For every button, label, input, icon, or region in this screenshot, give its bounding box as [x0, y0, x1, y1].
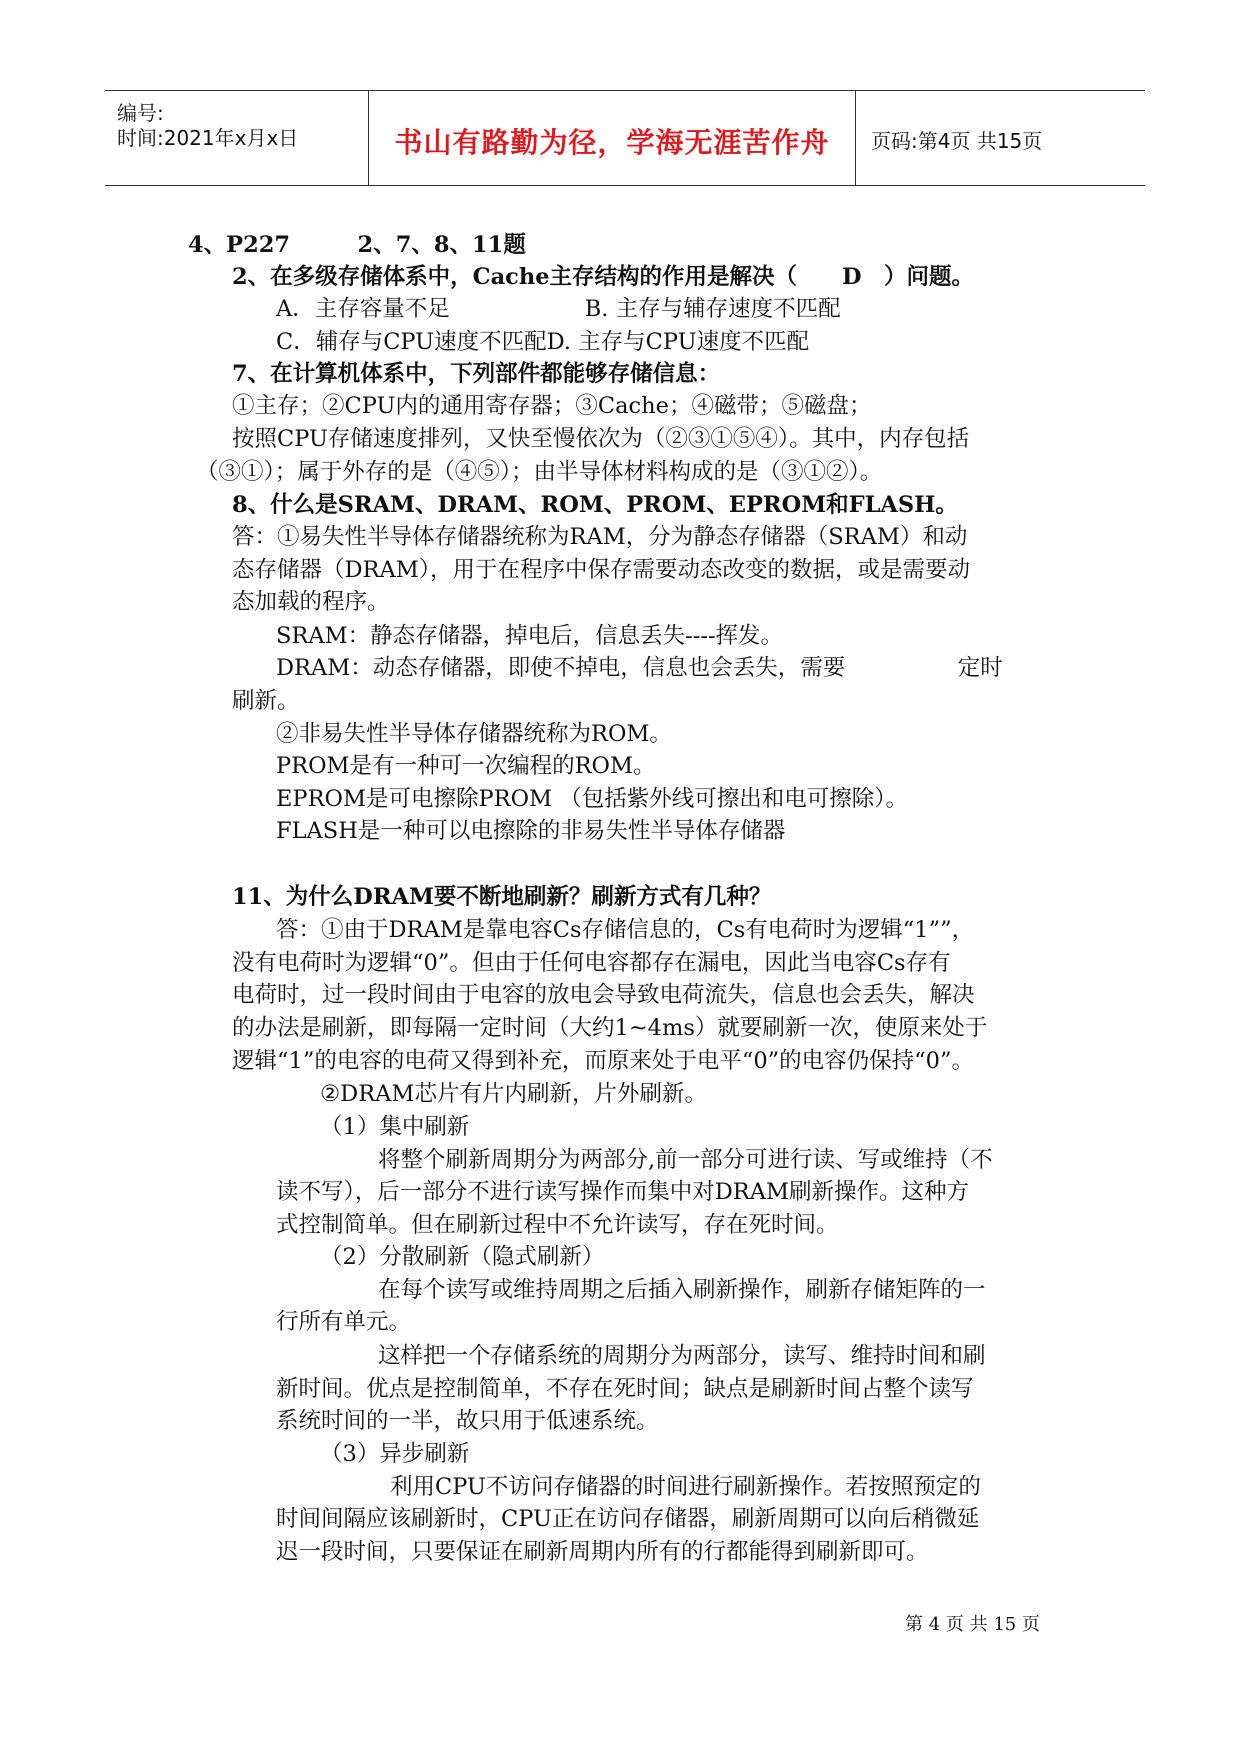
body-line: （1）集中刷新 — [320, 1114, 470, 1140]
header-left-cell — [105, 91, 368, 185]
body-line: 按照CPU存储速度排列，又快至慢依次为（②③①⑤④）。其中，内存包括 — [232, 426, 970, 452]
body-line: （3）异步刷新 — [320, 1441, 470, 1467]
body-line: ①主存；②CPU内的通用寄存器；③Cache；④磁带；⑤磁盘； — [232, 393, 872, 419]
body-line: PROM是有一种可一次编程的ROM。 — [276, 753, 656, 779]
body-line: 7、在计算机体系中，下列部件都能够存储信息： — [232, 361, 721, 387]
page-label: 页码:第4页 共15页 — [871, 129, 1043, 153]
body-line: 在每个读写或维持周期之后插入刷新操作，刷新存储矩阵的一 — [378, 1277, 986, 1303]
header-motto: 书山有路勤为径，学海无涯苦作舟 — [394, 126, 830, 159]
body-line: 的办法是刷新，即每隔一定时间（大约1~4ms）就要刷新一次，使原来处于 — [232, 1015, 988, 1041]
body-line: 4、P227 2、7、8、11题 — [188, 232, 526, 258]
body-line: FLASH是一种可以电擦除的非易失性半导体存储器 — [276, 818, 786, 844]
body-line: 式控制简单。但在刷新过程中不允许读写，存在死时间。 — [276, 1212, 839, 1238]
body-line: ②非易失性半导体存储器统称为ROM。 — [276, 721, 672, 747]
body-line: 刷新。 — [232, 688, 300, 714]
body-line: 迟一段时间，只要保证在刷新周期内所有的行都能得到刷新即可。 — [276, 1539, 929, 1565]
body-line: C．辅存与CPU速度不匹配D. 主存与CPU速度不匹配 — [276, 329, 810, 355]
body-line: （2）分散刷新（隐式刷新） — [320, 1244, 605, 1270]
page-footer: 第 4 页 共 15 页 — [905, 1614, 1040, 1635]
body-line: 态存储器（DRAM），用于在程序中保存需要动态改变的数据，或是需要动 — [232, 557, 971, 583]
body-line: 读不写），后一部分不进行读写操作而集中对DRAM刷新操作。这种方 — [276, 1179, 970, 1205]
body-line: 新时间。优点是控制简单，不存在死时间；缺点是刷新时间占整个读写 — [276, 1376, 974, 1402]
body-line: 逻辑“1”的电容的电荷又得到补充，而原来处于电平“0”的电容仍保持“0”。 — [232, 1048, 974, 1074]
body-line: EPROM是可电擦除PROM （包括紫外线可擦出和电可擦除）。 — [276, 786, 908, 812]
body-line: 没有电荷时为逻辑“0”。但由于任何电容都存在漏电，因此当电容Cs存有 — [232, 950, 951, 976]
body-line: 利用CPU不访问存储器的时间进行刷新操作。若按照预定的 — [390, 1474, 981, 1500]
page-header — [105, 90, 1145, 186]
body-line: 2、在多级存储体系中，Cache主存结构的作用是解决（ D ）问题。 — [232, 264, 975, 290]
body-line: 将整个刷新周期分为两部分,前一部分可进行读、写或维持（不 — [378, 1147, 993, 1173]
body-line: A．主存容量不足 B. 主存与辅存速度不匹配 — [276, 296, 841, 322]
body-line: 系统时间的一半，故只用于低速系统。 — [276, 1408, 659, 1434]
serial-label: 编号: — [117, 101, 164, 125]
body-line: 行所有单元。 — [276, 1309, 412, 1335]
body-line: SRAM：静态存储器，掉电后，信息丢失----挥发。 — [276, 623, 784, 649]
body-line: 11、为什么DRAM要不断地刷新？刷新方式有几种？ — [232, 884, 772, 910]
body-line: 电荷时，过一段时间由于电容的放电会导致电荷流失，信息也会丢失，解决 — [232, 982, 975, 1008]
body-line: 答：①易失性半导体存储器统称为RAM，分为静态存储器（SRAM）和动 — [232, 524, 968, 550]
body-line: 时间间隔应该刷新时，CPU正在访问存储器，刷新周期可以向后稍微延 — [276, 1506, 980, 1532]
body-line: ②DRAM芯片有片内刷新，片外刷新。 — [320, 1081, 707, 1107]
header-center-cell — [368, 91, 856, 185]
body-line: 这样把一个存储系统的周期分为两部分，读写、维持时间和刷 — [378, 1343, 986, 1369]
header-right-cell — [856, 91, 1145, 185]
body-line: （③①）；属于外存的是（④⑤）；由半导体材料构成的是（③①②）。 — [196, 459, 883, 485]
body-line: 8、什么是SRAM、DRAM、ROM、PROM、EPROM和FLASH。 — [232, 492, 958, 518]
body-line: 态加载的程序。 — [232, 589, 390, 615]
time-label: 时间:2021年x月x日 — [117, 126, 299, 150]
body-line: 答：①由于DRAM是靠电容Cs存储信息的，Cs有电荷时为逻辑“1””， — [276, 917, 975, 943]
body-line: DRAM：动态存储器，即使不掉电，信息也会丢失，需要 定时 — [276, 655, 1003, 681]
